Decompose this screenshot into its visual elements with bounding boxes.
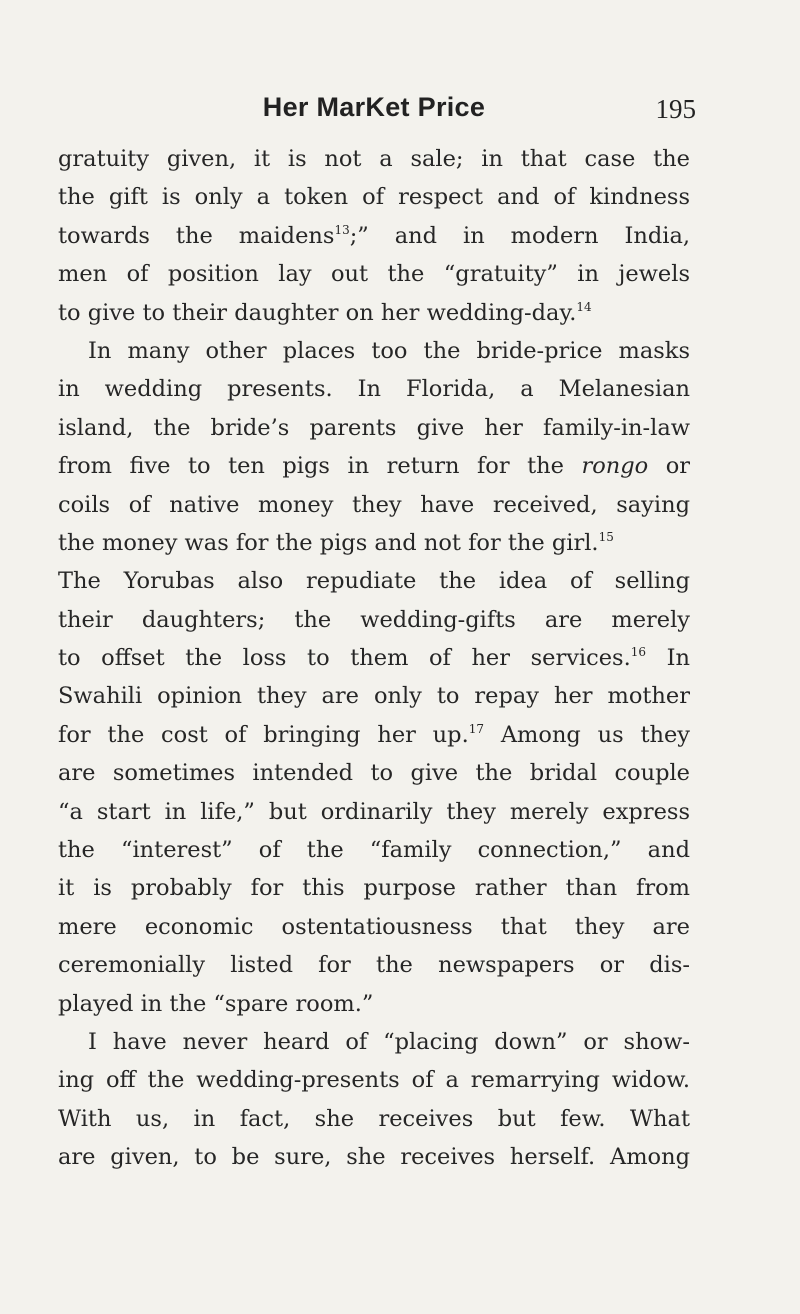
text-line	[58, 140, 690, 178]
text-run: With us, in fact, she receives but few. What	[58, 1105, 690, 1132]
text-run: it is probably for this purpose rather than from	[58, 875, 690, 902]
text-run: The Yorubas also repudiate the idea of selling	[58, 568, 690, 595]
footnote-ref: 14	[576, 299, 592, 314]
text-run: the money was for the pigs and not for the girl.	[58, 529, 599, 556]
body-text	[58, 140, 690, 1177]
italic-term: rongo	[581, 453, 649, 480]
text-run: to give to their daughter on her wedding-day.	[58, 299, 577, 326]
text-line	[58, 601, 690, 639]
text-line	[58, 831, 690, 869]
text-run: island, the bride’s parents give her family-in-law	[58, 414, 690, 441]
text-line	[58, 486, 690, 524]
text-line	[58, 562, 690, 600]
text-run: Among us they	[500, 721, 690, 748]
text-run: their daughters; the wedding-gifts are merely	[58, 606, 690, 633]
text-line	[58, 178, 690, 216]
text-run: are sometimes intended to give the bridal couple	[58, 760, 690, 787]
text-run: for the cost of bringing her up.	[58, 721, 469, 748]
text-line	[58, 716, 690, 754]
text-line	[58, 985, 690, 1023]
text-line	[58, 677, 690, 715]
text-run: or	[665, 453, 690, 480]
text-run: in wedding presents. In Florida, a Melanesian	[58, 376, 690, 403]
text-line	[58, 332, 690, 370]
footnote-ref: 17	[468, 721, 485, 736]
text-line	[58, 793, 690, 831]
text-run: played in the “spare room.”	[58, 990, 374, 1017]
footnote-ref: 15	[598, 529, 614, 544]
text-line	[58, 639, 690, 677]
text-run: ing off the wedding-presents of a remarrying widow.	[58, 1067, 690, 1094]
running-head: Her MarKet Price	[262, 92, 486, 122]
text-run: ceremonially listed for the newspapers or dis-	[58, 952, 690, 979]
text-run: Swahili opinion they are only to repay her mother	[58, 683, 690, 710]
text-line	[58, 524, 690, 562]
text-run: the “interest” of the “family connection,” and	[58, 837, 690, 864]
text-line	[58, 946, 690, 984]
page-number: 195	[655, 94, 696, 124]
text-line	[58, 294, 690, 332]
text-line	[58, 255, 690, 293]
text-line	[58, 1061, 690, 1099]
text-line	[58, 908, 690, 946]
footnote-ref: 16	[630, 645, 647, 660]
text-line	[58, 409, 690, 447]
text-run: towards the maidens	[58, 222, 335, 249]
text-line	[58, 217, 690, 255]
text-line	[58, 447, 690, 485]
text-line	[58, 370, 690, 408]
text-line	[58, 1100, 690, 1138]
text-line	[58, 869, 690, 907]
text-line	[58, 754, 690, 792]
text-run: from five to ten pigs in return for the	[58, 453, 564, 480]
text-run: mere economic ostentatiousness that they are	[58, 913, 690, 940]
text-run: In	[666, 645, 690, 672]
text-run: “a start in life,” but ordinarily they merely express	[58, 798, 690, 825]
text-run: ;” and in modern India,	[349, 222, 690, 249]
text-run: men of position lay out the “gratuity” in jewels	[58, 261, 690, 288]
text-run: are given, to be sure, she receives herself. Among	[58, 1144, 690, 1171]
text-line	[58, 1023, 690, 1061]
text-run: In many other places too the bride-price masks	[88, 337, 690, 364]
footnote-ref: 13	[334, 222, 350, 237]
text-run: gratuity given, it is not a sale; in that case the	[58, 146, 690, 172]
text-run: coils of native money they have received, saying	[58, 491, 690, 518]
text-run: to offset the loss to them of her services.	[58, 645, 631, 672]
text-run: I have never heard of “placing down” or show-	[88, 1028, 690, 1055]
text-line	[58, 1138, 690, 1176]
text-run: the gift is only a token of respect and of kindness	[58, 184, 690, 211]
page-header	[58, 92, 696, 132]
